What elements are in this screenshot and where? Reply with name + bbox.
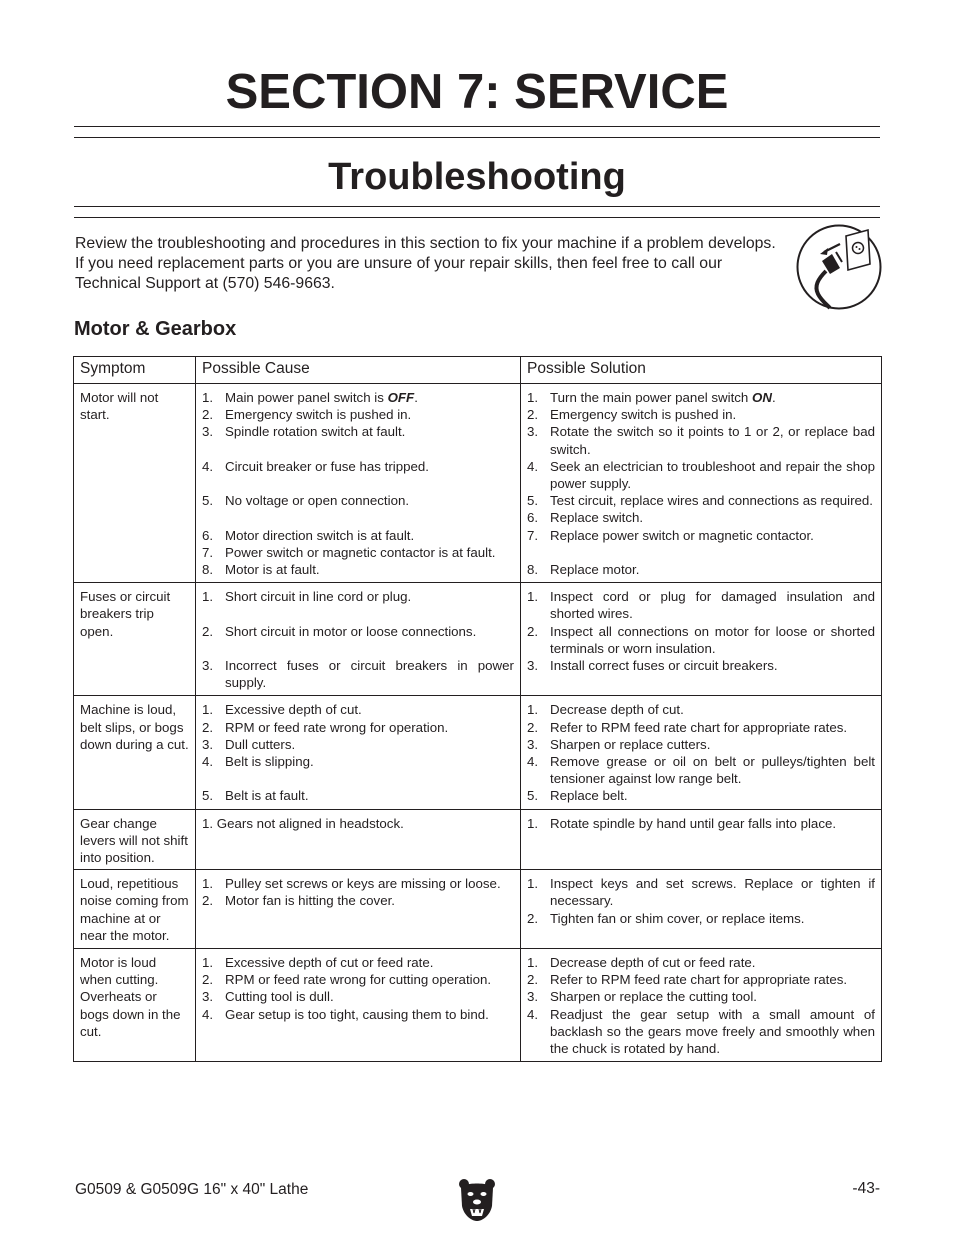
item-text: Circuit breaker or fuse has tripped. xyxy=(225,458,429,474)
solution-cell xyxy=(521,583,882,696)
table-row xyxy=(74,870,882,949)
table-title: Motor & Gearbox xyxy=(74,318,237,340)
item-number: 2. xyxy=(527,972,539,988)
item-text: Test circuit, replace wires and connections as required. xyxy=(550,493,873,509)
solution-list xyxy=(527,588,875,674)
solution-cell xyxy=(521,870,882,949)
item-number: 3. xyxy=(527,736,539,752)
list-item xyxy=(202,588,514,605)
list-item xyxy=(202,406,514,423)
item-text: Rotate spindle by hand until gear falls into place. xyxy=(550,815,837,831)
list-item xyxy=(527,736,875,753)
header-solution: Possible Solution xyxy=(521,357,882,384)
cause-cell xyxy=(196,870,521,949)
item-text: Replace power switch or magnetic contactor. xyxy=(550,527,814,543)
item-text: Dull cutters. xyxy=(225,736,296,752)
divider xyxy=(74,137,880,138)
list-item xyxy=(202,701,514,718)
list-item xyxy=(202,389,514,406)
item-number: 1. xyxy=(202,702,214,718)
item-number: 2. xyxy=(527,623,539,639)
cause-cell xyxy=(196,696,521,809)
cause-cell xyxy=(196,809,521,870)
item-number: 1. xyxy=(527,390,539,405)
item-text: 1. Gears not aligned in headstock. xyxy=(202,815,404,831)
symptom-cell: Machine is loud, belt slips, or bogs down during a cut. xyxy=(74,696,196,809)
list-item xyxy=(202,1006,514,1023)
list-item xyxy=(202,971,514,988)
cause-list xyxy=(202,701,514,804)
solution-cell xyxy=(521,696,882,809)
list-item xyxy=(527,971,875,988)
plug-outlet-icon xyxy=(796,224,882,310)
header-symptom: Symptom xyxy=(74,357,196,384)
cause-list xyxy=(202,389,514,578)
list-item xyxy=(527,719,875,736)
solution-list xyxy=(527,954,875,1057)
item-number: 5. xyxy=(202,493,214,509)
item-text: . xyxy=(771,390,776,405)
item-text: Turn the main power panel switch xyxy=(550,390,753,405)
item-text: Emergency switch is pushed in. xyxy=(225,407,412,423)
item-number: 5. xyxy=(202,788,214,804)
item-number: 1. xyxy=(527,876,539,892)
list-item xyxy=(202,527,514,544)
list-item xyxy=(202,719,514,736)
item-number: 2. xyxy=(202,972,214,988)
item-text: Motor is at fault. xyxy=(225,561,320,577)
list-item xyxy=(527,527,875,544)
table-header-row xyxy=(74,357,882,384)
troubleshooting-table xyxy=(73,356,882,1062)
intro-paragraph: Review the troubleshooting and procedures in this section to fix your machine if a problem develops. If you need replacement parts or you are unsure of your repair skills, then feel free to call our Technical Support at (570) 546-9663. xyxy=(75,235,776,292)
item-text: Sharpen or replace the cutting tool. xyxy=(550,989,757,1005)
table-row xyxy=(74,384,882,583)
symptom-cell: Motor will not start. xyxy=(74,384,196,583)
list-item xyxy=(527,954,875,971)
item-text: Readjust the gear setup with a small amount of backlash so the gears move freely and smoothly when the chuck is rotated by hand. xyxy=(550,1006,875,1057)
item-number: 2. xyxy=(527,407,539,423)
list-item xyxy=(202,892,514,909)
item-number: 1. xyxy=(202,955,214,971)
list-item xyxy=(527,787,875,804)
item-text: Excessive depth of cut. xyxy=(225,702,362,718)
item-number: 2. xyxy=(202,623,214,639)
list-item xyxy=(527,701,875,718)
divider xyxy=(74,206,880,207)
bear-logo-icon xyxy=(458,1178,496,1222)
symptom-cell: Fuses or circuit breakers trip open. xyxy=(74,583,196,696)
item-number: 2. xyxy=(202,407,214,423)
list-item xyxy=(202,657,514,691)
table-row xyxy=(74,809,882,870)
item-text: Rotate the switch so it points to 1 or 2, or replace bad switch. xyxy=(550,424,875,457)
item-number: 7. xyxy=(527,527,539,543)
item-text: Decrease depth of cut. xyxy=(550,702,684,718)
item-text: Motor direction switch is at fault. xyxy=(225,527,415,543)
list-item xyxy=(202,815,514,832)
list-item xyxy=(527,657,875,674)
cause-list xyxy=(202,875,514,909)
item-text: Short circuit in motor or loose connections. xyxy=(225,623,477,639)
list-item xyxy=(527,875,875,909)
item-number: 1. xyxy=(527,815,539,831)
item-number: 8. xyxy=(202,561,214,577)
list-item xyxy=(527,1006,875,1058)
list-item xyxy=(527,509,875,526)
list-item xyxy=(527,492,875,509)
item-number: 5. xyxy=(527,493,539,509)
symptom-cell: Loud, repetitious noise coming from machine at or near the motor. xyxy=(74,870,196,949)
page-title: Troubleshooting xyxy=(328,156,626,198)
item-number: 4. xyxy=(527,458,539,474)
symptom-cell: Gear change levers will not shift into position. xyxy=(74,809,196,870)
item-text: Replace switch. xyxy=(550,510,644,526)
list-item xyxy=(202,561,514,578)
item-number: 8. xyxy=(527,562,539,578)
list-item xyxy=(527,910,875,927)
list-item xyxy=(527,406,875,423)
item-number: 5. xyxy=(527,788,539,804)
item-number: 1. xyxy=(527,589,539,605)
item-text: Belt is at fault. xyxy=(225,788,309,804)
item-text: Refer to RPM feed rate chart for appropriate rates. xyxy=(550,719,848,735)
divider xyxy=(74,126,880,127)
item-text: Inspect all connections on motor for loose or shorted terminals or worn insulation. xyxy=(550,623,875,656)
item-number: 4. xyxy=(527,1006,539,1022)
header-cause: Possible Cause xyxy=(196,357,521,384)
list-item xyxy=(202,458,514,475)
item-number: 3. xyxy=(527,658,539,674)
solution-cell xyxy=(521,809,882,870)
item-text: Sharpen or replace cutters. xyxy=(550,736,711,752)
item-number: 1. xyxy=(202,589,214,605)
item-number: 3. xyxy=(202,736,214,752)
item-text: Main power panel switch is xyxy=(225,390,388,405)
item-text: Spindle rotation switch at fault. xyxy=(225,424,406,440)
list-item xyxy=(527,561,875,578)
cause-cell xyxy=(196,949,521,1062)
item-number: 4. xyxy=(202,1006,214,1022)
item-emphasis: OFF xyxy=(387,390,415,405)
item-number: 2. xyxy=(202,719,214,735)
cause-list xyxy=(202,815,514,832)
list-item xyxy=(527,389,875,406)
list-item xyxy=(202,492,514,509)
item-text: Remove grease or oil on belt or pulleys/tighten belt tensioner against low range belt. xyxy=(550,754,875,787)
table-row xyxy=(74,696,882,809)
item-text: Emergency switch is pushed in. xyxy=(550,407,737,423)
item-number: 3. xyxy=(202,424,214,440)
item-number: 4. xyxy=(202,754,214,770)
solution-cell xyxy=(521,384,882,583)
item-text: Pulley set screws or keys are missing or loose. xyxy=(225,876,501,892)
item-text: Replace motor. xyxy=(550,562,640,578)
item-number: 2. xyxy=(202,893,214,909)
list-item xyxy=(202,954,514,971)
list-item xyxy=(527,815,875,832)
divider xyxy=(74,217,880,218)
cause-list xyxy=(202,954,514,1023)
page-number: -43- xyxy=(852,1180,880,1197)
list-item xyxy=(202,544,514,561)
item-text: Gear setup is too tight, causing them to bind. xyxy=(225,1006,489,1022)
section-title: SECTION 7: SERVICE xyxy=(225,65,729,119)
item-text: Motor fan is hitting the cover. xyxy=(225,893,395,909)
item-text: Power switch or magnetic contactor is at fault. xyxy=(225,544,496,560)
item-number: 1. xyxy=(527,702,539,718)
list-item xyxy=(202,988,514,1005)
item-text: Install correct fuses or circuit breakers. xyxy=(550,658,778,674)
item-text: Inspect cord or plug for damaged insulation and shorted wires. xyxy=(550,589,875,622)
item-text: Refer to RPM feed rate chart for appropriate rates. xyxy=(550,972,848,988)
list-item xyxy=(202,423,514,440)
list-item xyxy=(527,458,875,492)
list-item xyxy=(202,736,514,753)
item-number: 6. xyxy=(527,510,539,526)
item-text: RPM or feed rate wrong for cutting operation. xyxy=(225,972,492,988)
item-text: Replace belt. xyxy=(550,788,628,804)
footer-model: G0509 & G0509G 16" x 40" Lathe xyxy=(75,1181,309,1198)
list-item xyxy=(202,875,514,892)
item-text: Cutting tool is dull. xyxy=(225,989,334,1005)
item-number: 4. xyxy=(202,458,214,474)
item-number: 2. xyxy=(527,719,539,735)
item-number: 7. xyxy=(202,544,214,560)
item-number: 1. xyxy=(527,955,539,971)
item-number: 4. xyxy=(527,754,539,770)
list-item xyxy=(202,787,514,804)
item-text: Incorrect fuses or circuit breakers in power supply. xyxy=(225,658,514,691)
item-number: 3. xyxy=(202,989,214,1005)
item-number: 1. xyxy=(202,390,214,405)
cause-cell xyxy=(196,583,521,696)
item-text: RPM or feed rate wrong for operation. xyxy=(225,719,449,735)
list-item xyxy=(202,753,514,770)
item-text: Belt is slipping. xyxy=(225,754,314,770)
list-item xyxy=(527,623,875,657)
symptom-cell: Motor is loud when cutting. Overheats or bogs down in the cut. xyxy=(74,949,196,1062)
item-number: 3. xyxy=(527,989,539,1005)
solution-list xyxy=(527,875,875,927)
list-item xyxy=(527,753,875,787)
list-item xyxy=(202,623,514,640)
item-text: . xyxy=(414,390,418,405)
item-emphasis: ON xyxy=(752,390,772,405)
table-row xyxy=(74,583,882,696)
item-text: Inspect keys and set screws. Replace or tighten if necessary. xyxy=(550,876,875,909)
item-text: Excessive depth of cut or feed rate. xyxy=(225,955,434,971)
item-number: 3. xyxy=(202,658,214,673)
list-item xyxy=(527,988,875,1005)
list-item xyxy=(527,423,875,457)
solution-cell xyxy=(521,949,882,1062)
item-text: Short circuit in line cord or plug. xyxy=(225,589,412,605)
item-number: 6. xyxy=(202,527,214,543)
item-number: 3. xyxy=(527,424,539,440)
solution-list xyxy=(527,389,875,578)
item-text: Decrease depth of cut or feed rate. xyxy=(550,955,756,971)
solution-list xyxy=(527,815,875,832)
item-text: No voltage or open connection. xyxy=(225,493,410,509)
item-number: 2. xyxy=(527,910,539,926)
cause-list xyxy=(202,588,514,691)
list-item xyxy=(527,588,875,622)
item-text: Seek an electrician to troubleshoot and repair the shop power supply. xyxy=(550,458,875,492)
cause-cell xyxy=(196,384,521,583)
item-text: Tighten fan or shim cover, or replace items. xyxy=(550,910,805,926)
item-number: 1. xyxy=(202,876,214,892)
table-row xyxy=(74,949,882,1062)
solution-list xyxy=(527,701,875,804)
